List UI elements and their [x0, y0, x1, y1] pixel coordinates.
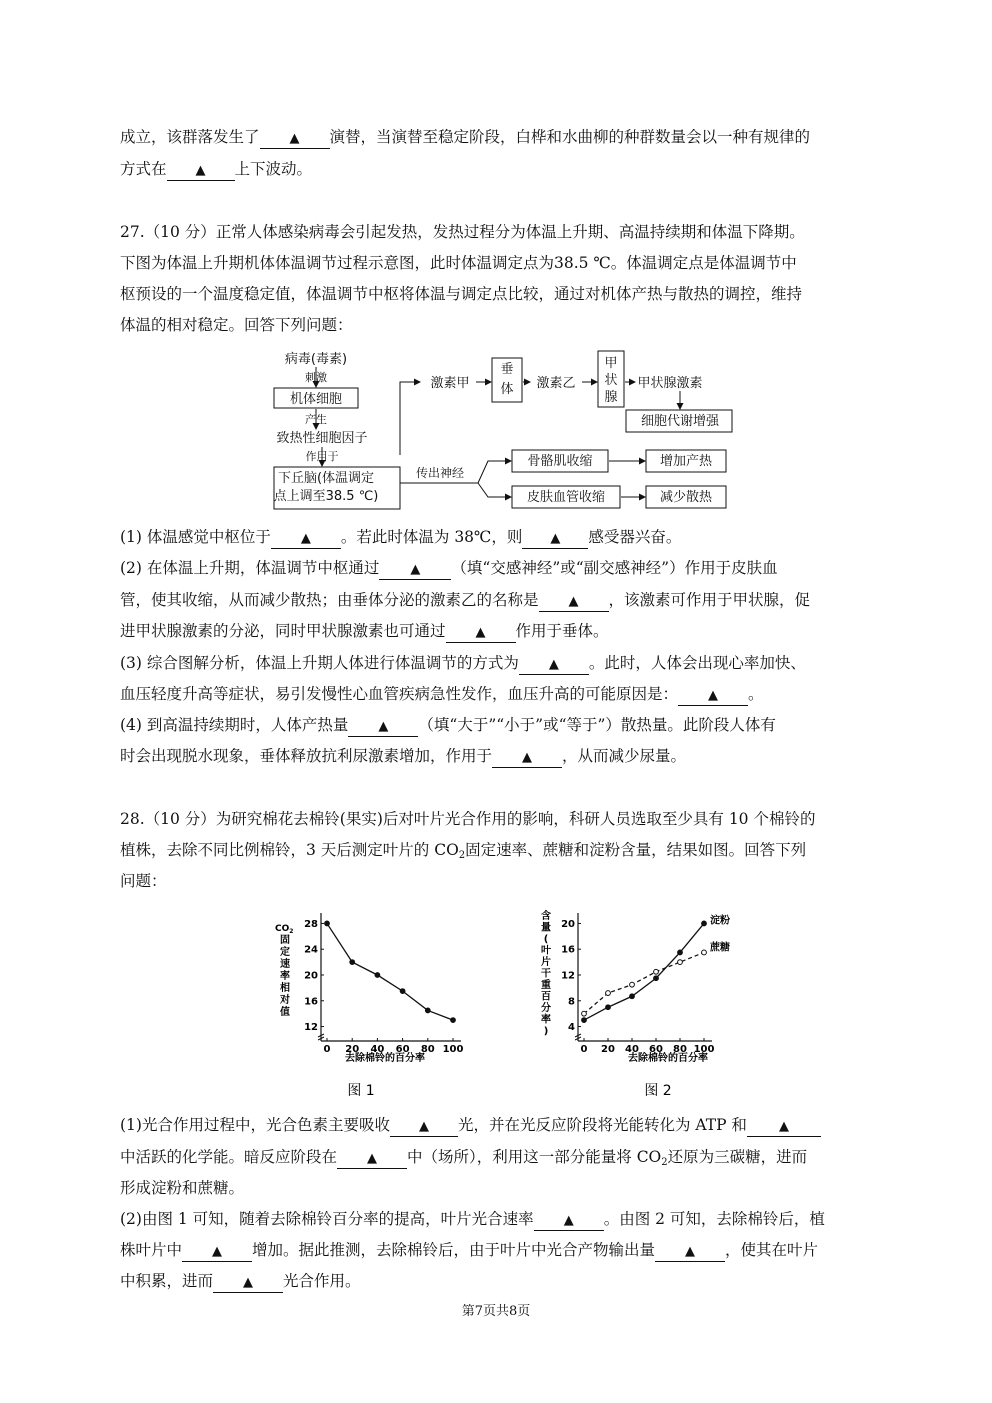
q28-p1-1 — [120, 1115, 821, 1137]
q27-stem-4: 体温的相对稳定。回答下列问题： — [120, 316, 353, 334]
text: 株叶片中 — [120, 1241, 183, 1259]
ylabel-char: 含 — [541, 911, 551, 922]
virus-label: 病毒(毒素) — [284, 352, 348, 367]
thyroid-char-2: 状 — [604, 373, 618, 388]
answer-blank[interactable] — [539, 593, 609, 612]
blank-mark: ▲ — [212, 1244, 223, 1259]
text: 。由图 2 可知，去除棉铃后，植 — [603, 1210, 825, 1228]
act-on-label: 作用于 — [305, 450, 339, 463]
ylabel-char: ( — [543, 934, 549, 945]
ylabel-char: 率 — [280, 971, 290, 982]
ylabel-char: ) — [543, 1026, 549, 1037]
blank-mark: ▲ — [378, 719, 389, 734]
answer-blank[interactable] — [379, 561, 451, 580]
x-tick-label: 80 — [420, 1044, 435, 1055]
pyrogen-label: 致热性细胞因子 — [276, 431, 368, 446]
q28-p2-3 — [120, 1271, 361, 1293]
figure-2-chart — [530, 905, 740, 1105]
blank-mark: ▲ — [300, 531, 311, 546]
stimulate-label: 刺激 — [305, 371, 327, 384]
text: (2)由图 1 可知，随着去除棉铃百分率的提高，叶片光合速率 — [120, 1210, 534, 1228]
answer-blank[interactable] — [492, 749, 562, 768]
answer-blank[interactable] — [271, 530, 341, 549]
hypothalamus-label-2: 点上调至38.5 ℃) — [273, 489, 379, 504]
q28-stem-1: 28.（10 分）为研究棉花去棉铃(果实)后对叶片光合作用的影响，科研人员选取至少具有 10 个棉铃的 — [120, 810, 816, 828]
ylabel-sub: 2 — [289, 928, 294, 935]
data-point — [630, 982, 635, 987]
metabolism-label: 细胞代谢增强 — [640, 414, 720, 429]
q28-p2-1 — [120, 1209, 825, 1231]
blank-mark: ▲ — [195, 163, 206, 178]
text: 植株，去除不同比例棉铃，3 天后测定叶片的 CO — [120, 841, 459, 859]
ylabel-char: 量 — [541, 922, 551, 934]
q27-p1 — [120, 527, 681, 549]
figure-1-ylabel-b — [279, 933, 290, 1018]
produce-label: 产生 — [305, 413, 327, 426]
q27-p4-2 — [120, 746, 686, 768]
figure-1-plot — [304, 913, 463, 1055]
y-tick-label: 12 — [561, 970, 575, 982]
answer-blank[interactable] — [167, 162, 235, 181]
text: 。 — [748, 685, 764, 703]
ylabel-char: 相 — [280, 983, 290, 994]
blank-mark: ▲ — [367, 1151, 378, 1166]
text: 。若此时体温为 38℃，则 — [340, 528, 523, 546]
blank-mark: ▲ — [475, 625, 486, 640]
text: 光合作用。 — [283, 1272, 361, 1290]
y-tick-label: 24 — [304, 944, 318, 956]
series-label: 淀粉 — [710, 915, 730, 927]
text: 增加。据此推测，去除棉铃后，由于叶片中光合产物输出量 — [252, 1241, 656, 1259]
ylabel-char: 固 — [280, 935, 290, 946]
data-point — [425, 1008, 430, 1013]
blank-mark: ▲ — [563, 1213, 574, 1228]
blank-mark: ▲ — [243, 1275, 254, 1290]
blank-mark: ▲ — [708, 688, 719, 703]
text: 中活跃的化学能。暗反应阶段在 — [120, 1148, 338, 1166]
text: 作用于垂体。 — [515, 622, 609, 640]
text: 管，使其收缩，从而减少散热；由垂体分泌的激素乙的名称是 — [120, 591, 539, 609]
series-label: 蔗糖 — [710, 942, 730, 954]
blank-mark: ▲ — [418, 1119, 429, 1134]
q27-stem-1: 27.（10 分）正常人体感染病毒会引起发热，发热过程分为体温上升期、高温持续期和体温下降期。 — [120, 223, 805, 241]
q27-p2-1 — [120, 558, 778, 580]
data-point — [702, 950, 707, 955]
thyroid-char-1: 甲 — [604, 356, 618, 371]
q27-p2-2 — [120, 590, 810, 612]
q28-stem-2 — [120, 840, 806, 866]
answer-blank[interactable] — [182, 1243, 252, 1262]
ylabel-char: 叶 — [541, 945, 551, 957]
text: 光，并在光反应阶段将光能转化为 ATP 和 — [457, 1116, 747, 1134]
text: 还原为三碳糖，进而 — [667, 1148, 808, 1166]
blank-mark: ▲ — [778, 1119, 789, 1134]
data-point — [654, 969, 659, 974]
blank-mark: ▲ — [548, 657, 559, 672]
text: 进甲状腺激素的分泌，同时甲状腺激素也可通过 — [120, 622, 446, 640]
x-tick-label: 60 — [395, 1044, 410, 1055]
x-tick-label: 0 — [323, 1044, 331, 1055]
ylabel-char: 分 — [541, 1003, 551, 1014]
y-tick-label: 20 — [304, 970, 318, 982]
data-point — [678, 950, 683, 955]
text: （填“大于”“小于”或“等于”）散热量。此阶段人体有 — [418, 716, 776, 734]
data-point — [325, 921, 330, 926]
q27-p4-1 — [120, 715, 776, 737]
blank-mark: ▲ — [522, 750, 533, 765]
y-tick-label: 4 — [568, 1022, 575, 1034]
q27-p3-1 — [120, 653, 806, 675]
ylabel-char: 率 — [541, 1014, 551, 1026]
text: (1)光合作用过程中，光合色素主要吸收 — [120, 1116, 390, 1134]
y-tick-label: 16 — [561, 944, 575, 956]
x-tick-label: 80 — [673, 1044, 687, 1055]
ylabel-char: 对 — [280, 995, 290, 1006]
ylabel-char: 重 — [541, 980, 551, 991]
text: (1) 体温感觉中枢位于 — [120, 528, 271, 546]
answer-blank[interactable] — [446, 624, 516, 643]
q26-line2 — [120, 159, 312, 181]
ylabel-a: CO — [275, 924, 290, 934]
ylabel-char: 值 — [280, 1007, 290, 1018]
figure-2-title: 图 2 — [644, 1083, 672, 1099]
figure-2-xlabel: 去除棉铃的百分率 — [628, 1053, 708, 1064]
muscle-label: 骨骼肌收缩 — [527, 454, 593, 469]
blank-mark: ▲ — [410, 562, 421, 577]
data-point — [451, 1018, 456, 1023]
answer-blank[interactable] — [337, 1150, 407, 1169]
ylabel-char: 片 — [541, 957, 551, 968]
vessel-label: 皮肤血管收缩 — [526, 490, 606, 505]
heat-down-label: 减少散热 — [659, 490, 713, 505]
data-point — [582, 1011, 587, 1016]
data-point — [350, 960, 355, 965]
text: 时会出现脱水现象，垂体释放抗利尿激素增加，作用于 — [120, 747, 493, 765]
text: 中（场所），利用这一部分能量将 CO — [407, 1148, 662, 1166]
hypothalamus-label-1: 下丘脑(体温调定 — [277, 471, 375, 486]
figure-2-ylabel — [541, 909, 552, 1037]
y-tick-label: 8 — [568, 996, 575, 1008]
text: (3) 综合图解分析，体温上升期人体进行体温调节的方式为 — [120, 654, 519, 672]
heat-up-label: 增加产热 — [659, 454, 713, 469]
data-point — [654, 976, 659, 981]
answer-blank[interactable] — [655, 1243, 725, 1262]
q27-stem-3: 枢预设的一个温度稳定值，体温调节中枢将体温与调定点比较，通过对机体产热与散热的调控，维持 — [120, 285, 803, 303]
subscript: 2 — [661, 1157, 668, 1168]
text: （填“交感神经”或“副交感神经”）作用于皮肤血 — [451, 559, 778, 577]
data-point — [400, 989, 405, 994]
answer-blank[interactable] — [678, 687, 748, 706]
x-tick-label: 20 — [345, 1044, 360, 1055]
x-tick-label: 40 — [370, 1044, 385, 1055]
body-cells-label: 机体细胞 — [289, 392, 343, 407]
x-tick-label: 100 — [693, 1044, 715, 1055]
data-point — [678, 960, 683, 965]
page-footer: 第7页共8页 — [461, 1304, 531, 1319]
data-point — [606, 1005, 611, 1010]
figure-2-plot — [561, 913, 730, 1055]
efferent-label: 传出神经 — [415, 466, 465, 480]
q28-p1-3: 形成淀粉和蔗糖。 — [120, 1179, 245, 1197]
data-point — [375, 973, 380, 978]
text: 上下波动。 — [234, 160, 313, 178]
pituitary-char-1: 垂 — [500, 362, 514, 377]
figure-1-ylabel-a — [275, 924, 293, 935]
subscript: 2 — [458, 850, 466, 861]
data-point — [582, 1018, 587, 1023]
answer-blank[interactable] — [390, 1118, 458, 1137]
figure-1-chart — [265, 905, 475, 1105]
y-tick-label: 12 — [304, 1022, 318, 1034]
text: 固定速率、蔗糖和淀粉含量，结果如图。回答下列 — [465, 841, 807, 859]
thermoregulation-diagram — [260, 345, 740, 515]
data-point — [630, 994, 635, 999]
text: 演替，当演替至稳定阶段，白桦和水曲柳的种群数量会以一种有规律的 — [329, 128, 811, 146]
q28-p1-2 — [120, 1147, 807, 1173]
ylabel-char: 定 — [280, 947, 290, 958]
y-tick-label: 28 — [304, 918, 318, 930]
q27-stem-2: 下图为体温上升期机体体温调节过程示意图，此时体温调定点为38.5 ℃。体温调定点是体温调节中 — [120, 254, 797, 272]
answer-blank[interactable] — [348, 718, 418, 737]
blank-mark: ▲ — [685, 1244, 696, 1259]
series-line — [584, 923, 704, 1020]
answer-blank[interactable] — [522, 530, 588, 549]
text: 血压轻度升高等症状，易引发慢性心血管疾病急性发作，血压升高的可能原因是： — [120, 685, 679, 703]
blank-mark: ▲ — [550, 531, 561, 546]
hormone-a-label: 激素甲 — [430, 376, 470, 391]
q28-p2-2 — [120, 1240, 818, 1262]
text: 感受器兴奋。 — [588, 528, 682, 546]
series-line — [327, 923, 453, 1020]
y-tick-label: 16 — [304, 996, 318, 1008]
blank-mark: ▲ — [289, 131, 300, 146]
data-point — [702, 921, 707, 926]
figure-1-xlabel: 去除棉铃的百分率 — [345, 1053, 425, 1064]
text: 方式在 — [120, 160, 167, 178]
x-tick-label: 60 — [649, 1044, 663, 1055]
text: (2) 在体温上升期，体温调节中枢通过 — [120, 559, 380, 577]
x-tick-label: 40 — [625, 1044, 639, 1055]
y-tick-label: 20 — [561, 918, 575, 930]
text: ，从而减少尿量。 — [562, 747, 687, 765]
hormone-b-label: 激素乙 — [536, 376, 576, 391]
blank-mark: ▲ — [568, 594, 579, 609]
answer-blank[interactable] — [534, 1212, 604, 1231]
q27-p2-3 — [120, 621, 609, 643]
answer-blank[interactable] — [213, 1274, 283, 1293]
x-tick-label: 100 — [442, 1044, 464, 1055]
text: ，使其在叶片 — [725, 1241, 819, 1259]
x-tick-label: 0 — [580, 1044, 588, 1055]
thyroid-char-3: 腺 — [604, 390, 618, 405]
text: 中积累，进而 — [120, 1272, 214, 1290]
ylabel-char: 速 — [280, 959, 290, 970]
q26-line1 — [120, 127, 810, 149]
data-point — [606, 991, 611, 996]
q28-stem-3: 问题： — [120, 872, 167, 890]
answer-blank[interactable] — [519, 656, 589, 675]
figure-1-title: 图 1 — [347, 1083, 375, 1099]
text: ，该激素可作用于甲状腺，促 — [608, 591, 811, 609]
answer-blank[interactable] — [747, 1118, 821, 1137]
ylabel-char: 干 — [541, 968, 551, 980]
text: (4) 到高温持续期时，人体产热量 — [120, 716, 349, 734]
thyroxine-label: 甲状腺激素 — [637, 376, 703, 391]
q27-p3-2 — [120, 684, 764, 706]
pituitary-char-2: 体 — [500, 382, 514, 397]
ylabel-char: 百 — [541, 991, 551, 1003]
text: 。此时，人体会出现心率加快、 — [588, 654, 806, 672]
text: 成立，该群落发生了 — [120, 128, 260, 146]
series-line — [584, 952, 704, 1013]
x-tick-label: 20 — [601, 1044, 615, 1055]
answer-blank[interactable] — [260, 130, 330, 149]
